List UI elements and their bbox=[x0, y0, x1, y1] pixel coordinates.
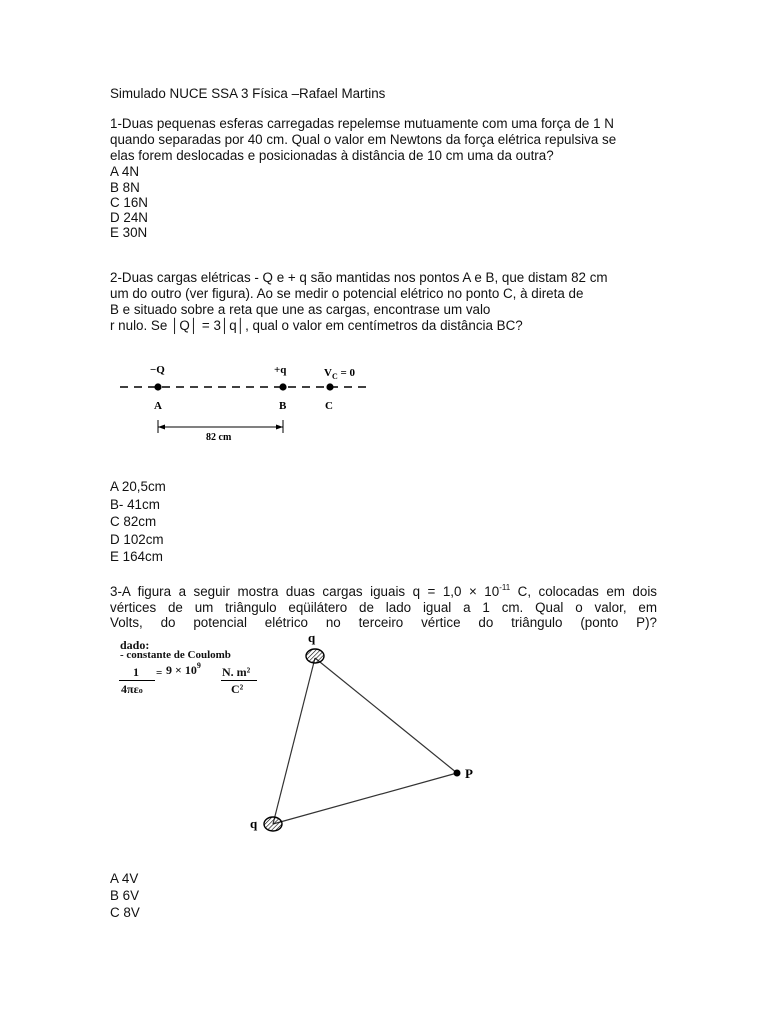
potential-c-label: $V_C = 0$ bbox=[324, 367, 356, 381]
point-b-label: B bbox=[279, 400, 287, 412]
charge-top-sphere bbox=[306, 649, 324, 663]
fraction-numerator: 1 bbox=[133, 665, 139, 679]
coulomb-constant-box: dado: - constante de Coulomb 1 4πεo = $9 \times 10^9$ N. m² C² bbox=[118, 638, 258, 700]
q2-option: D 102cm bbox=[110, 532, 164, 547]
q1-text-line: 1-Duas pequenas esferas carregadas repelemse mutuamente com uma força de 1 N bbox=[110, 116, 614, 131]
q2-text-line: r nulo. Se │Q│ = 3│q│, qual o valor em centímetros da distância BC? bbox=[110, 318, 523, 333]
charge-bottom-sphere bbox=[264, 817, 282, 831]
charges-line-figure bbox=[110, 356, 380, 446]
q1-option: B 8N bbox=[110, 180, 140, 195]
q2-option: B- 41cm bbox=[110, 497, 160, 512]
q3-text-line: 3-A figura a seguir mostra duas cargas iguais $q = 1,0 \times 10^{-11}$ C, colocadas em dois bbox=[110, 583, 657, 599]
triangle-side bbox=[315, 658, 457, 773]
given-title: dado: bbox=[120, 638, 150, 652]
distance-label: 82 cm bbox=[206, 432, 232, 443]
q2-option: A 20,5cm bbox=[110, 479, 166, 494]
constant-value: $9 \times 10^9$ bbox=[166, 661, 201, 677]
point-p-label: P bbox=[465, 766, 473, 781]
point-p-dot bbox=[454, 770, 461, 777]
q1-text-line: quando separadas por 40 cm. Qual o valor em Newtons da força elétrica repulsiva se bbox=[110, 132, 617, 147]
given-label: - constante de Coulomb bbox=[120, 649, 231, 661]
q1-text-line: elas forem deslocadas e posicionadas à distância de 10 cm uma da outra? bbox=[110, 148, 554, 163]
triangle-figure bbox=[240, 628, 490, 838]
charge-a-label: −Q bbox=[150, 364, 165, 376]
q1-option: E 30N bbox=[110, 225, 148, 240]
unit-denominator: C² bbox=[231, 682, 244, 696]
point-c-label: C bbox=[325, 400, 333, 412]
fraction-denominator: 4πεo bbox=[121, 682, 143, 696]
charge-b-label: +q bbox=[274, 364, 287, 376]
q3-option: C 8V bbox=[110, 905, 140, 920]
charge-top-label: q bbox=[308, 630, 316, 645]
q2-option: C 82cm bbox=[110, 514, 157, 529]
q3-text-line: Volts, do potencial elétrico no terceiro vértice do triângulo (ponto P)? bbox=[110, 615, 657, 630]
q2-text-line: 2-Duas cargas elétricas - Q e + q são mantidas nos pontos A e B, que distam 82 cm bbox=[110, 270, 608, 285]
q1-option: A 4N bbox=[110, 164, 140, 179]
point-a-dot bbox=[154, 383, 161, 390]
triangle-side bbox=[273, 658, 315, 824]
q1-option: C 16N bbox=[110, 195, 148, 210]
document-title: Simulado NUCE SSA 3 Física –Rafael Martins bbox=[110, 86, 386, 101]
q2-option: E 164cm bbox=[110, 549, 163, 564]
q3-text-line: vértices de um triângulo eqüilátero de lado igual a 1 cm. Qual o valor, em bbox=[110, 600, 657, 615]
q3-option: A 4V bbox=[110, 871, 139, 886]
triangle-side bbox=[273, 773, 457, 824]
point-b-dot bbox=[279, 383, 286, 390]
q3-option: B 6V bbox=[110, 888, 140, 903]
charge-bottom-label: q bbox=[250, 816, 258, 831]
point-a-label: A bbox=[154, 400, 162, 412]
unit-numerator: N. m² bbox=[222, 665, 251, 679]
q2-text-line: B e situado sobre a reta que une as cargas, encontrase um valo bbox=[110, 302, 491, 317]
fraction-bar bbox=[119, 680, 155, 681]
q1-option: D 24N bbox=[110, 210, 148, 225]
point-c-dot bbox=[326, 383, 333, 390]
q2-text-line: um do outro (ver figura). Ao se medir o potencial elétrico no ponto C, à direta de bbox=[110, 286, 584, 301]
